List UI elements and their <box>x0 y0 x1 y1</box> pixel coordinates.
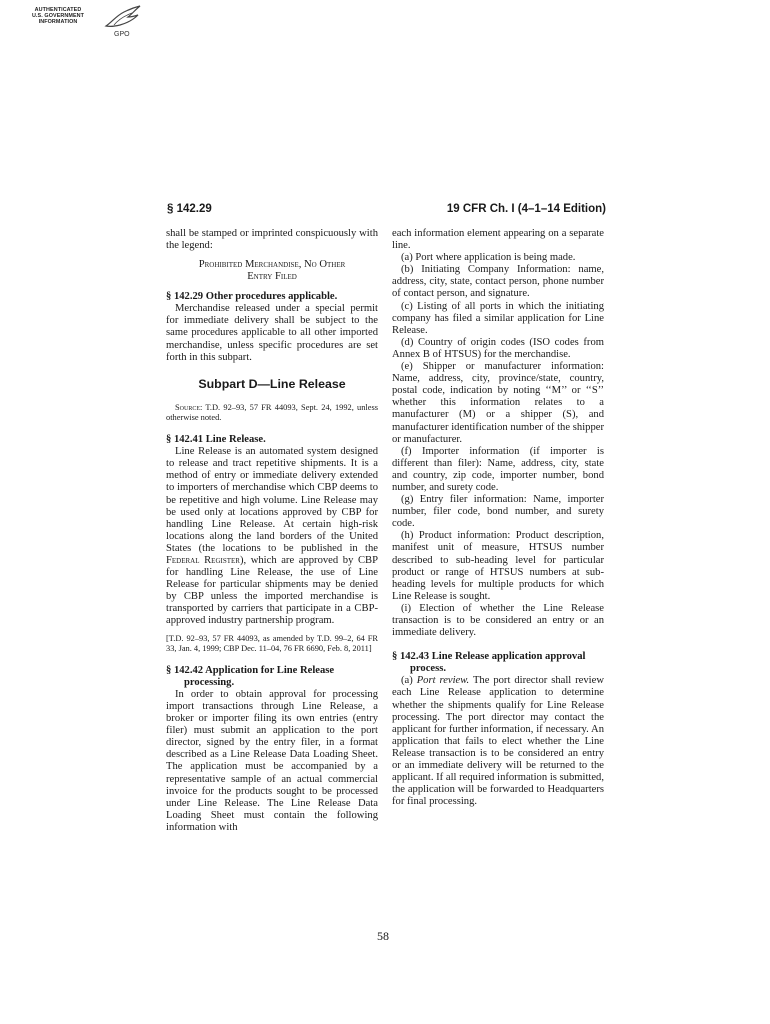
body-text: Line Release is an automated system designed to release and tract repetitive shipments. It is a method of entry or immediate delivery extended to importers of merchandise which CBP deems to be repetitive and high volume. Line Release may be used only at locations approved by CBP for handling Line Release. At certain high-risk locations along the land borders of the United States (the locations to be published in the <box>166 446 378 554</box>
list-item-h: (h) Product information: Product description, manifest unit of measure, HTSUS number described to sub-heading level for particular product or range of HTSUS numbers at sub-heading levels for multiple products for which Line Release is sought. <box>392 530 604 602</box>
list-item-f: (f) Importer information (if importer is different than filer): Name, address, city, state and country, zip code, importer number, bond number, and surety code. <box>392 445 604 493</box>
federal-register-text: Federal Register <box>166 554 240 566</box>
section-body-142-41 <box>166 446 378 627</box>
paragraph-marker: (a) <box>401 675 413 687</box>
legend-line-1: Prohibited Merchandise, No Other <box>198 259 346 271</box>
left-column <box>166 228 378 834</box>
header-title: 19 CFR Ch. I (4–1–14 Edition) <box>446 203 606 215</box>
list-item-i: (i) Election of whether the Line Release transaction is to be considered an entry or an immediate delivery. <box>392 602 604 639</box>
body-text: The port director shall review each Line Release application to determine whether the shipments qualify for Line Release processing. The port director may contact the applicant for further information, if necessary. An application that fails to elect whether the Line Release transaction is to be considered an entry or an immediate delivery will be returned to the applicant. If all required information is submitted, the application will be forwarded to Headquarters for final processing. <box>392 675 604 808</box>
source-text: T.D. 92–93, 57 FR 44093, Sept. 24, 1992, unless otherwise noted. <box>166 402 378 423</box>
list-item-b: (b) Initiating Company Information: name, address, city, state, contact person, phone number of contact person, and signature. <box>392 264 604 300</box>
logo-line-3: INFORMATION <box>38 19 78 26</box>
section-heading-142-42: § 142.42 Application for Line Release processing. <box>166 664 335 688</box>
right-column <box>392 228 604 808</box>
body-text: ), which are approved by CBP for handling Line Release, the use of Line Release for particular shipments may be denied by CBP unless the imported merchandise is transported by carriers that participate in a CBP-approved industry partnership program. <box>166 554 378 627</box>
legend <box>166 259 378 283</box>
paragraph: each information element appearing on a separate line. <box>392 228 604 252</box>
gpo-authentication-logo <box>18 4 144 42</box>
gpo-label: GPO <box>114 31 130 38</box>
paragraph-title: Port review. <box>416 675 470 687</box>
source-note <box>166 403 378 424</box>
section-body-142-42: In order to obtain approval for processing import transactions through Line Release, a broker or importer filing its own entries (entry filer) must submit an application to the port director, signed by the entry filer, in a format described as a Line Release Data Loading Sheet. The application must be accompanied by a representative sample of an actual commercial invoice for the products sought to be processed under Line Release. The Line Release Data Loading Sheet must contain the following information with <box>166 688 378 833</box>
logo-line-2: U.S. GOVERNMENT <box>31 13 85 20</box>
citation-note: [T.D. 92–93, 57 FR 44093, as amended by T.D. 99–2, 64 FR 33, Jan. 4, 1999; CBP Dec. 11–04, 76 FR 6690, Feb. 8, 2011] <box>166 633 378 654</box>
list-item-c: (c) Listing of all ports in which the initiating company has filed a similar application for Line Release. <box>392 300 604 336</box>
list-item-e: (e) Shipper or manufacturer information: Name, address, city, province/state, country, postal code, indication by noting ‘‘M’’ or ‘‘S’’ whether this information relates to a manufacturer (M) or a shipper (S), and manufacturer identification number of the shipper or manufacturer. <box>392 361 604 445</box>
header-section-number: § 142.29 <box>167 203 212 215</box>
legend-line-2: Entry Filed <box>247 271 297 283</box>
logo-text <box>18 7 98 26</box>
eagle-icon <box>102 4 142 34</box>
section-body-142-29: Merchandise released under a special permit for immediate delivery shall be subject to the same procedures applicable to all other imported merchandise, unless specific procedures are set forth in this subpart. <box>166 303 378 363</box>
list-item-a: (a) Port where application is being made. <box>401 252 576 264</box>
section-body-142-43 <box>392 675 604 808</box>
logo-line-1: AUTHENTICATED <box>34 7 82 13</box>
section-heading-142-43: § 142.43 Line Release application approval process. <box>392 651 586 675</box>
subpart-heading: Subpart D—Line Release <box>198 376 346 391</box>
page-number: 58 <box>377 929 389 943</box>
list-item-d: (d) Country of origin codes (ISO codes from Annex B of HTSUS) for the merchandise. <box>392 336 604 360</box>
section-heading-142-41: § 142.41 Line Release. <box>166 434 266 446</box>
paragraph: shall be stamped or imprinted conspicuously with the legend: <box>166 228 378 252</box>
section-heading-142-29: § 142.29 Other procedures applicable. <box>166 291 338 303</box>
list-item-g: (g) Entry filer information: Name, importer number, filer code, bond number, and surety code. <box>392 494 604 530</box>
source-label: Source: <box>175 402 203 412</box>
